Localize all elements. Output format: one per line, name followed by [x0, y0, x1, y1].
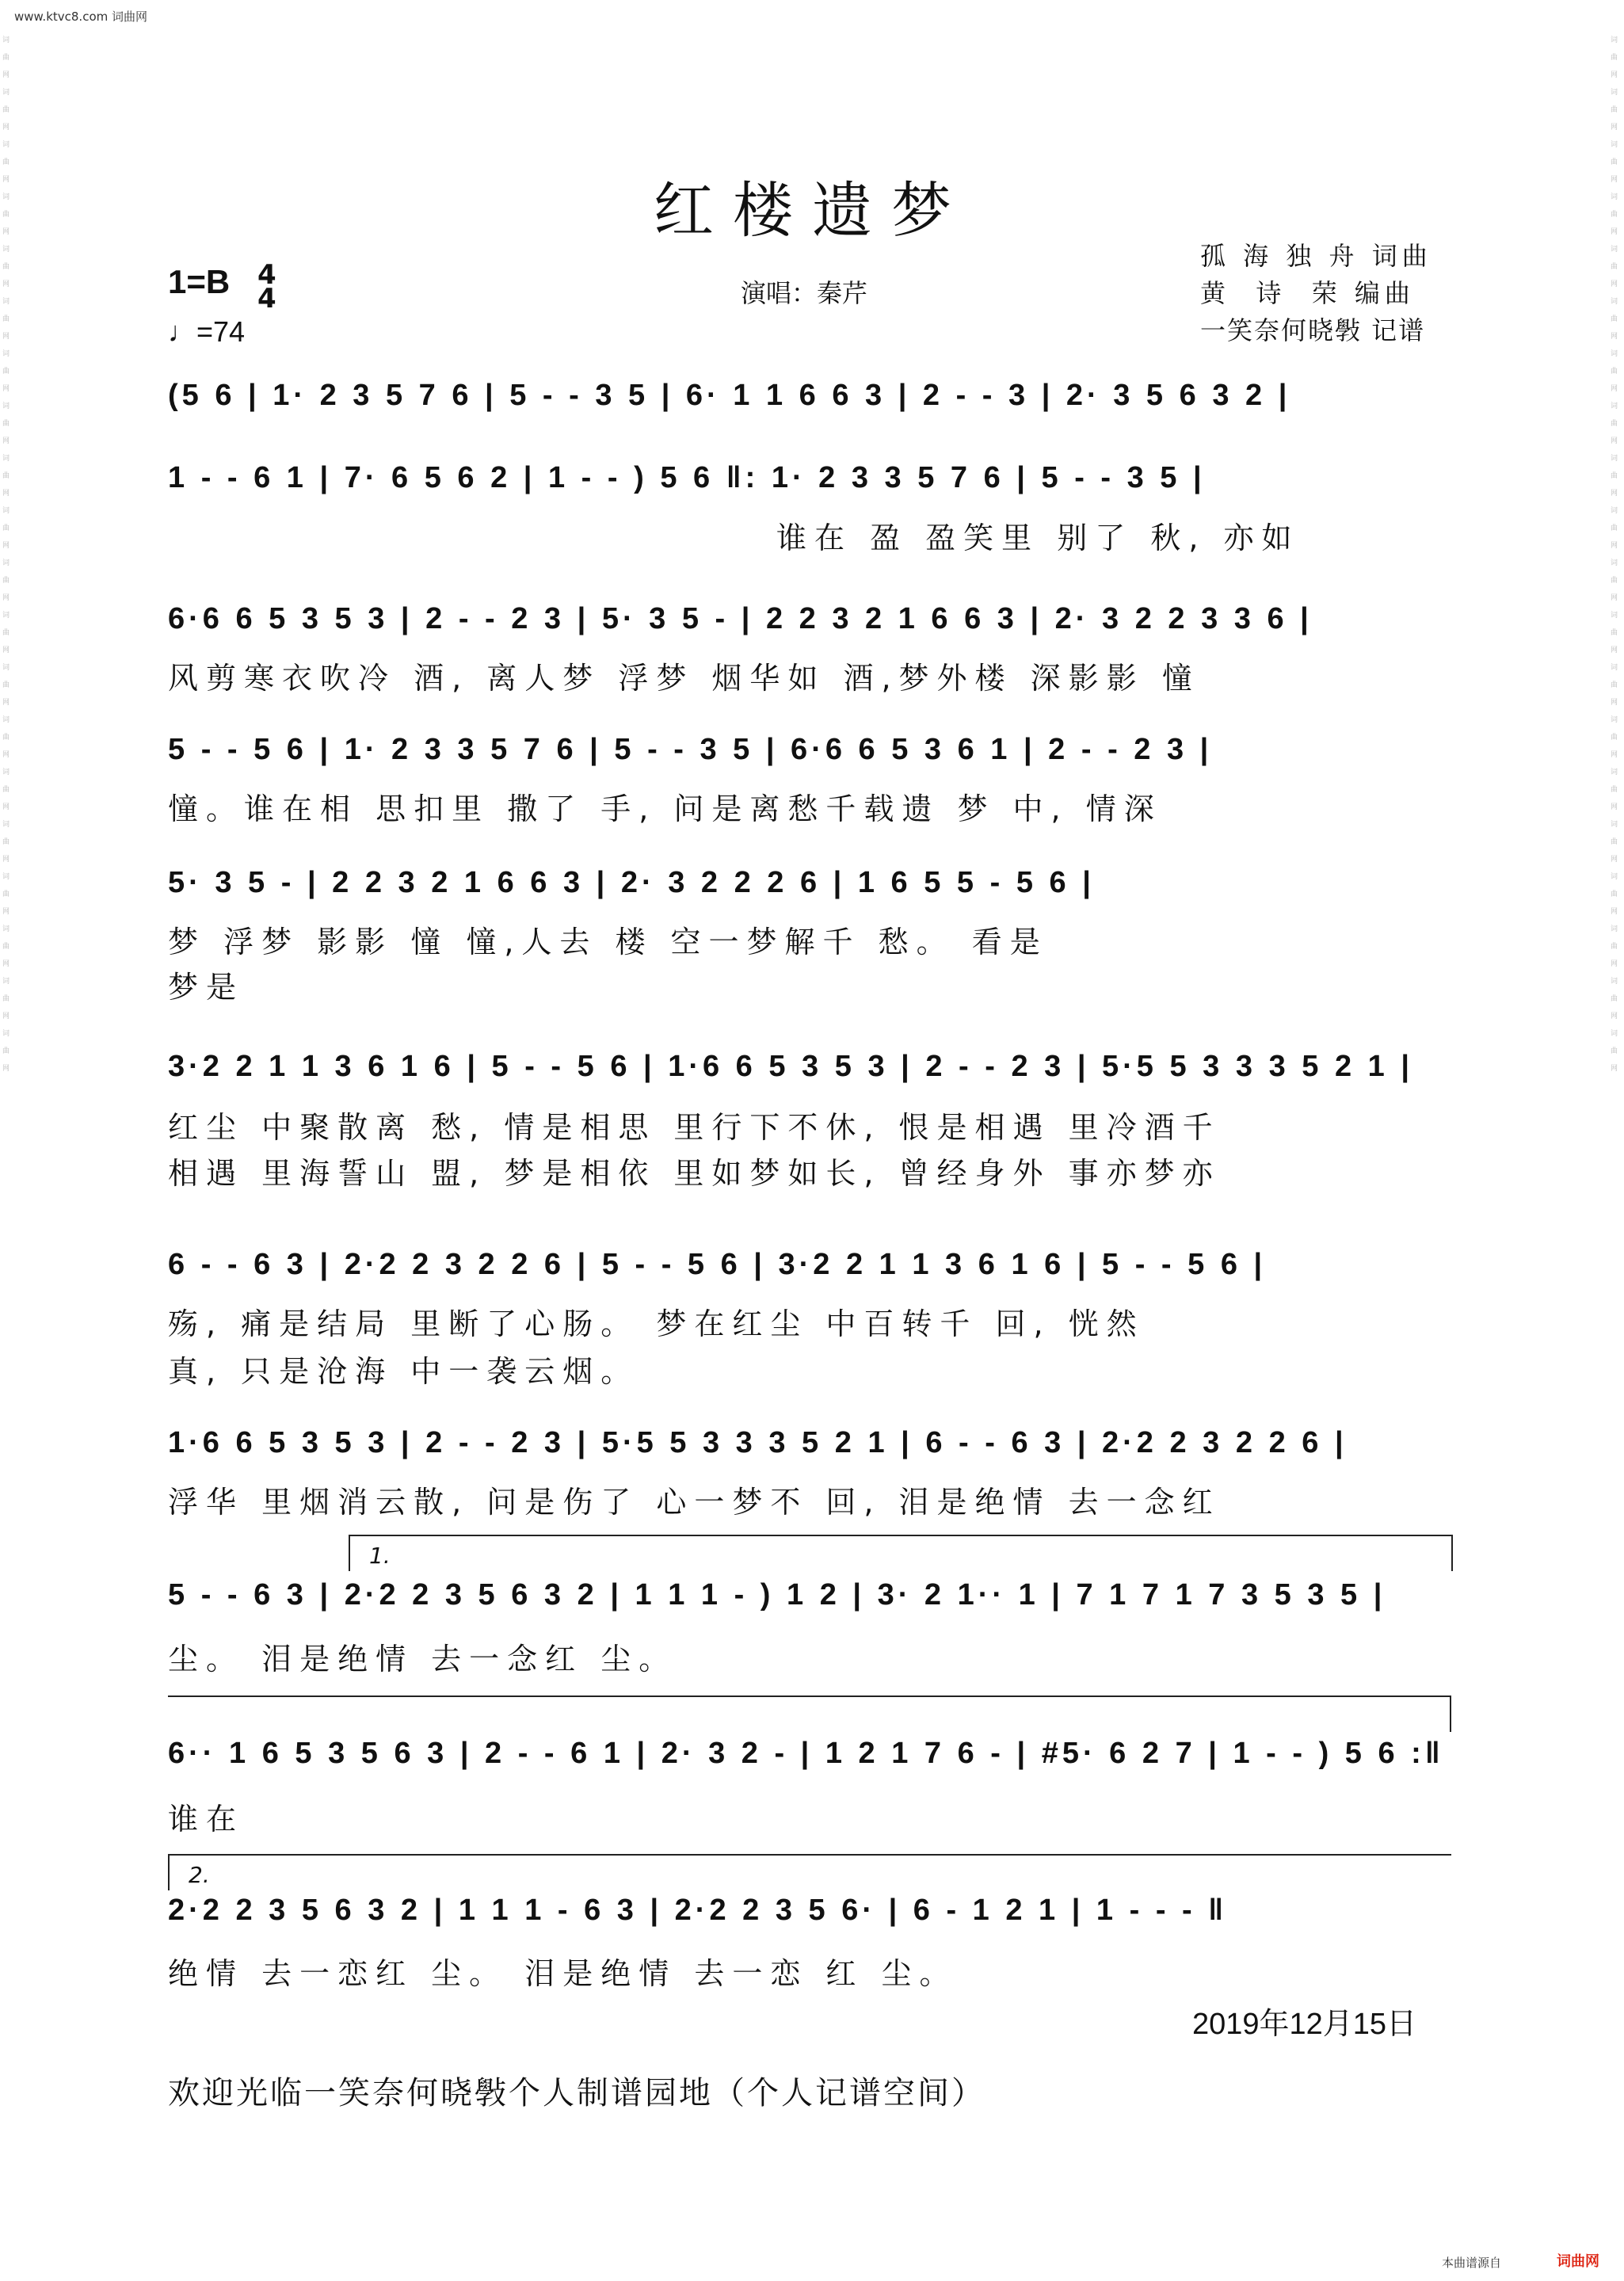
notation-line-5: 5· 3 5 - | 2 2 3 2 1 6 6 3 | 2· 3 2 2 2 6 | 1 6 5 5 - 5 6 |	[168, 866, 1095, 899]
lyric-line-10: 谁在	[168, 1802, 245, 1837]
lyric-line-11: 绝情 去一恋红 尘。 泪是绝情 去一恋 红 尘。	[168, 1956, 958, 1991]
first-ending-continuation	[168, 1695, 1451, 1732]
tempo-marking: ♩=74	[168, 315, 246, 348]
time-signature-top: 4	[257, 259, 276, 291]
credit-arranger: 黄 诗 荣 编曲	[1200, 278, 1415, 308]
notation-line-2: 1 - - 6 1 | 7· 6 5 6 2 | 1 - - ) 5 6 ‖: 1· 2 3 3 5 7 6 | 5 - - 3 5 |	[168, 461, 1206, 494]
lyric-line-8: 浮华 里烟消云散, 问是伤了 心一梦不 回, 泪是绝情 去一念红	[168, 1485, 1221, 1520]
left-margin-watermark: 词曲网 词曲网 词曲网 词曲网 词曲网 词曲网 词曲网 词曲网 词曲网 词曲网 词曲网 词曲网 词曲网 词曲网 词曲网 词曲网 词曲网 词曲网 词曲网 词曲网	[2, 36, 10, 1073]
time-signature	[257, 259, 276, 315]
notation-line-1: (5 6 | 1· 2 3 5 7 6 | 5 - - 3 5 | 6· 1 1 6 6 3 | 2 - - 3 | 2· 3 5 6 3 2 |	[168, 379, 1291, 412]
notation-line-11: 2·2 2 3 5 6 3 2 | 1 1 1 - 6 3 | 2·2 2 3 5 6· | 6 - 1 2 1 | 1 - - - ‖	[168, 1894, 1228, 1927]
lyric-line-2: 谁在 盈 盈笑里 别了 秋, 亦如	[776, 521, 1300, 555]
singer-label: 演唱：秦芹	[741, 278, 868, 308]
footer-logo: 词曲网	[1557, 2253, 1599, 2270]
first-ending-bracket	[349, 1535, 1453, 1571]
first-ending-label: 1.	[369, 1543, 391, 1569]
credit-transcriber: 一笑奈何晓斅 记谱	[1200, 315, 1426, 345]
credit-lyrics-composer: 孤 海 独 舟 词曲	[1200, 241, 1432, 271]
lyric-line-3: 风剪寒衣吹冷 酒, 离人梦 浮梦 烟华如 酒,梦外楼 深影影 憧	[168, 661, 1200, 696]
notation-line-7: 6 - - 6 3 | 2·2 2 3 2 2 6 | 5 - - 5 6 | 3·2 2 1 1 3 6 1 6 | 5 - - 5 6 |	[168, 1248, 1267, 1281]
notation-line-10: 6·· 1 6 5 3 5 6 3 | 2 - - 6 1 | 2· 3 2 - | 1 2 1 7 6 - | #5· 6 2 7 | 1 - - ) 5 6 :‖	[168, 1737, 1444, 1770]
lyric-line-5b: 梦是	[168, 970, 245, 1005]
notation-line-3: 6·6 6 5 3 5 3 | 2 - - 2 3 | 5· 3 5 - | 2 2 3 2 1 6 6 3 | 2· 3 2 2 3 3 6 |	[168, 602, 1313, 635]
notation-line-9: 5 - - 6 3 | 2·2 2 3 5 6 3 2 | 1 1 1 - ) 1 2 | 3· 2 1·· 1 | 7 1 7 1 7 3 5 3 5 |	[168, 1578, 1386, 1612]
right-margin-watermark: 词曲网 词曲网 词曲网 词曲网 词曲网 词曲网 词曲网 词曲网 词曲网 词曲网 词曲网 词曲网 词曲网 词曲网 词曲网 词曲网 词曲网 词曲网 词曲网 词曲网	[1611, 36, 1618, 1073]
lyric-line-6b: 相遇 里海誓山 盟, 梦是相依 里如梦如长, 曾经身外 事亦梦亦	[168, 1156, 1221, 1191]
score-title: 红楼遗梦	[654, 175, 970, 246]
footer-source-label: 本曲谱源自	[1442, 2256, 1502, 2270]
notation-line-6: 3·2 2 1 1 3 6 1 6 | 5 - - 5 6 | 1·6 6 5 3 5 3 | 2 - - 2 3 | 5·5 5 3 3 3 5 2 1 |	[168, 1050, 1413, 1083]
key-signature: 1=B	[168, 263, 231, 300]
notation-line-8: 1·6 6 5 3 5 3 | 2 - - 2 3 | 5·5 5 3 3 3 5 2 1 | 6 - - 6 3 | 2·2 2 3 2 2 6 |	[168, 1426, 1348, 1459]
second-ending-label: 2.	[189, 1862, 210, 1888]
site-label: www.ktvc8.com 词曲网	[14, 10, 148, 24]
lyric-line-7a: 殇, 痛是结局 里断了心肠。 梦在红尘 中百转千 回, 恍然	[168, 1306, 1145, 1341]
lyric-line-7b: 真, 只是沧海 中一袭云烟。	[168, 1354, 639, 1389]
notation-line-4: 5 - - 5 6 | 1· 2 3 3 5 7 6 | 5 - - 3 5 | 6·6 6 5 3 6 1 | 2 - - 2 3 |	[168, 733, 1213, 766]
welcome-message: 欢迎光临一笑奈何晓斅个人制谱园地（个人记谱空间）	[168, 2075, 985, 2111]
lyric-line-4: 憧。谁在相 思扣里 撒了 手, 问是离愁千载遗 梦 中, 情深	[168, 791, 1162, 826]
lyric-line-9: 尘。 泪是绝情 去一念红 尘。	[168, 1642, 677, 1676]
transcription-date: 2019年12月15日	[1192, 2008, 1417, 2041]
time-signature-bottom: 4	[257, 283, 276, 315]
second-ending-bracket	[168, 1854, 1451, 1890]
lyric-line-6a: 红尘 中聚散离 愁, 情是相思 里行下不休, 恨是相遇 里冷酒千	[168, 1110, 1221, 1145]
lyric-line-5a: 梦 浮梦 影影 憧 憧,人去 楼 空一梦解千 愁。 看是	[168, 925, 1048, 959]
